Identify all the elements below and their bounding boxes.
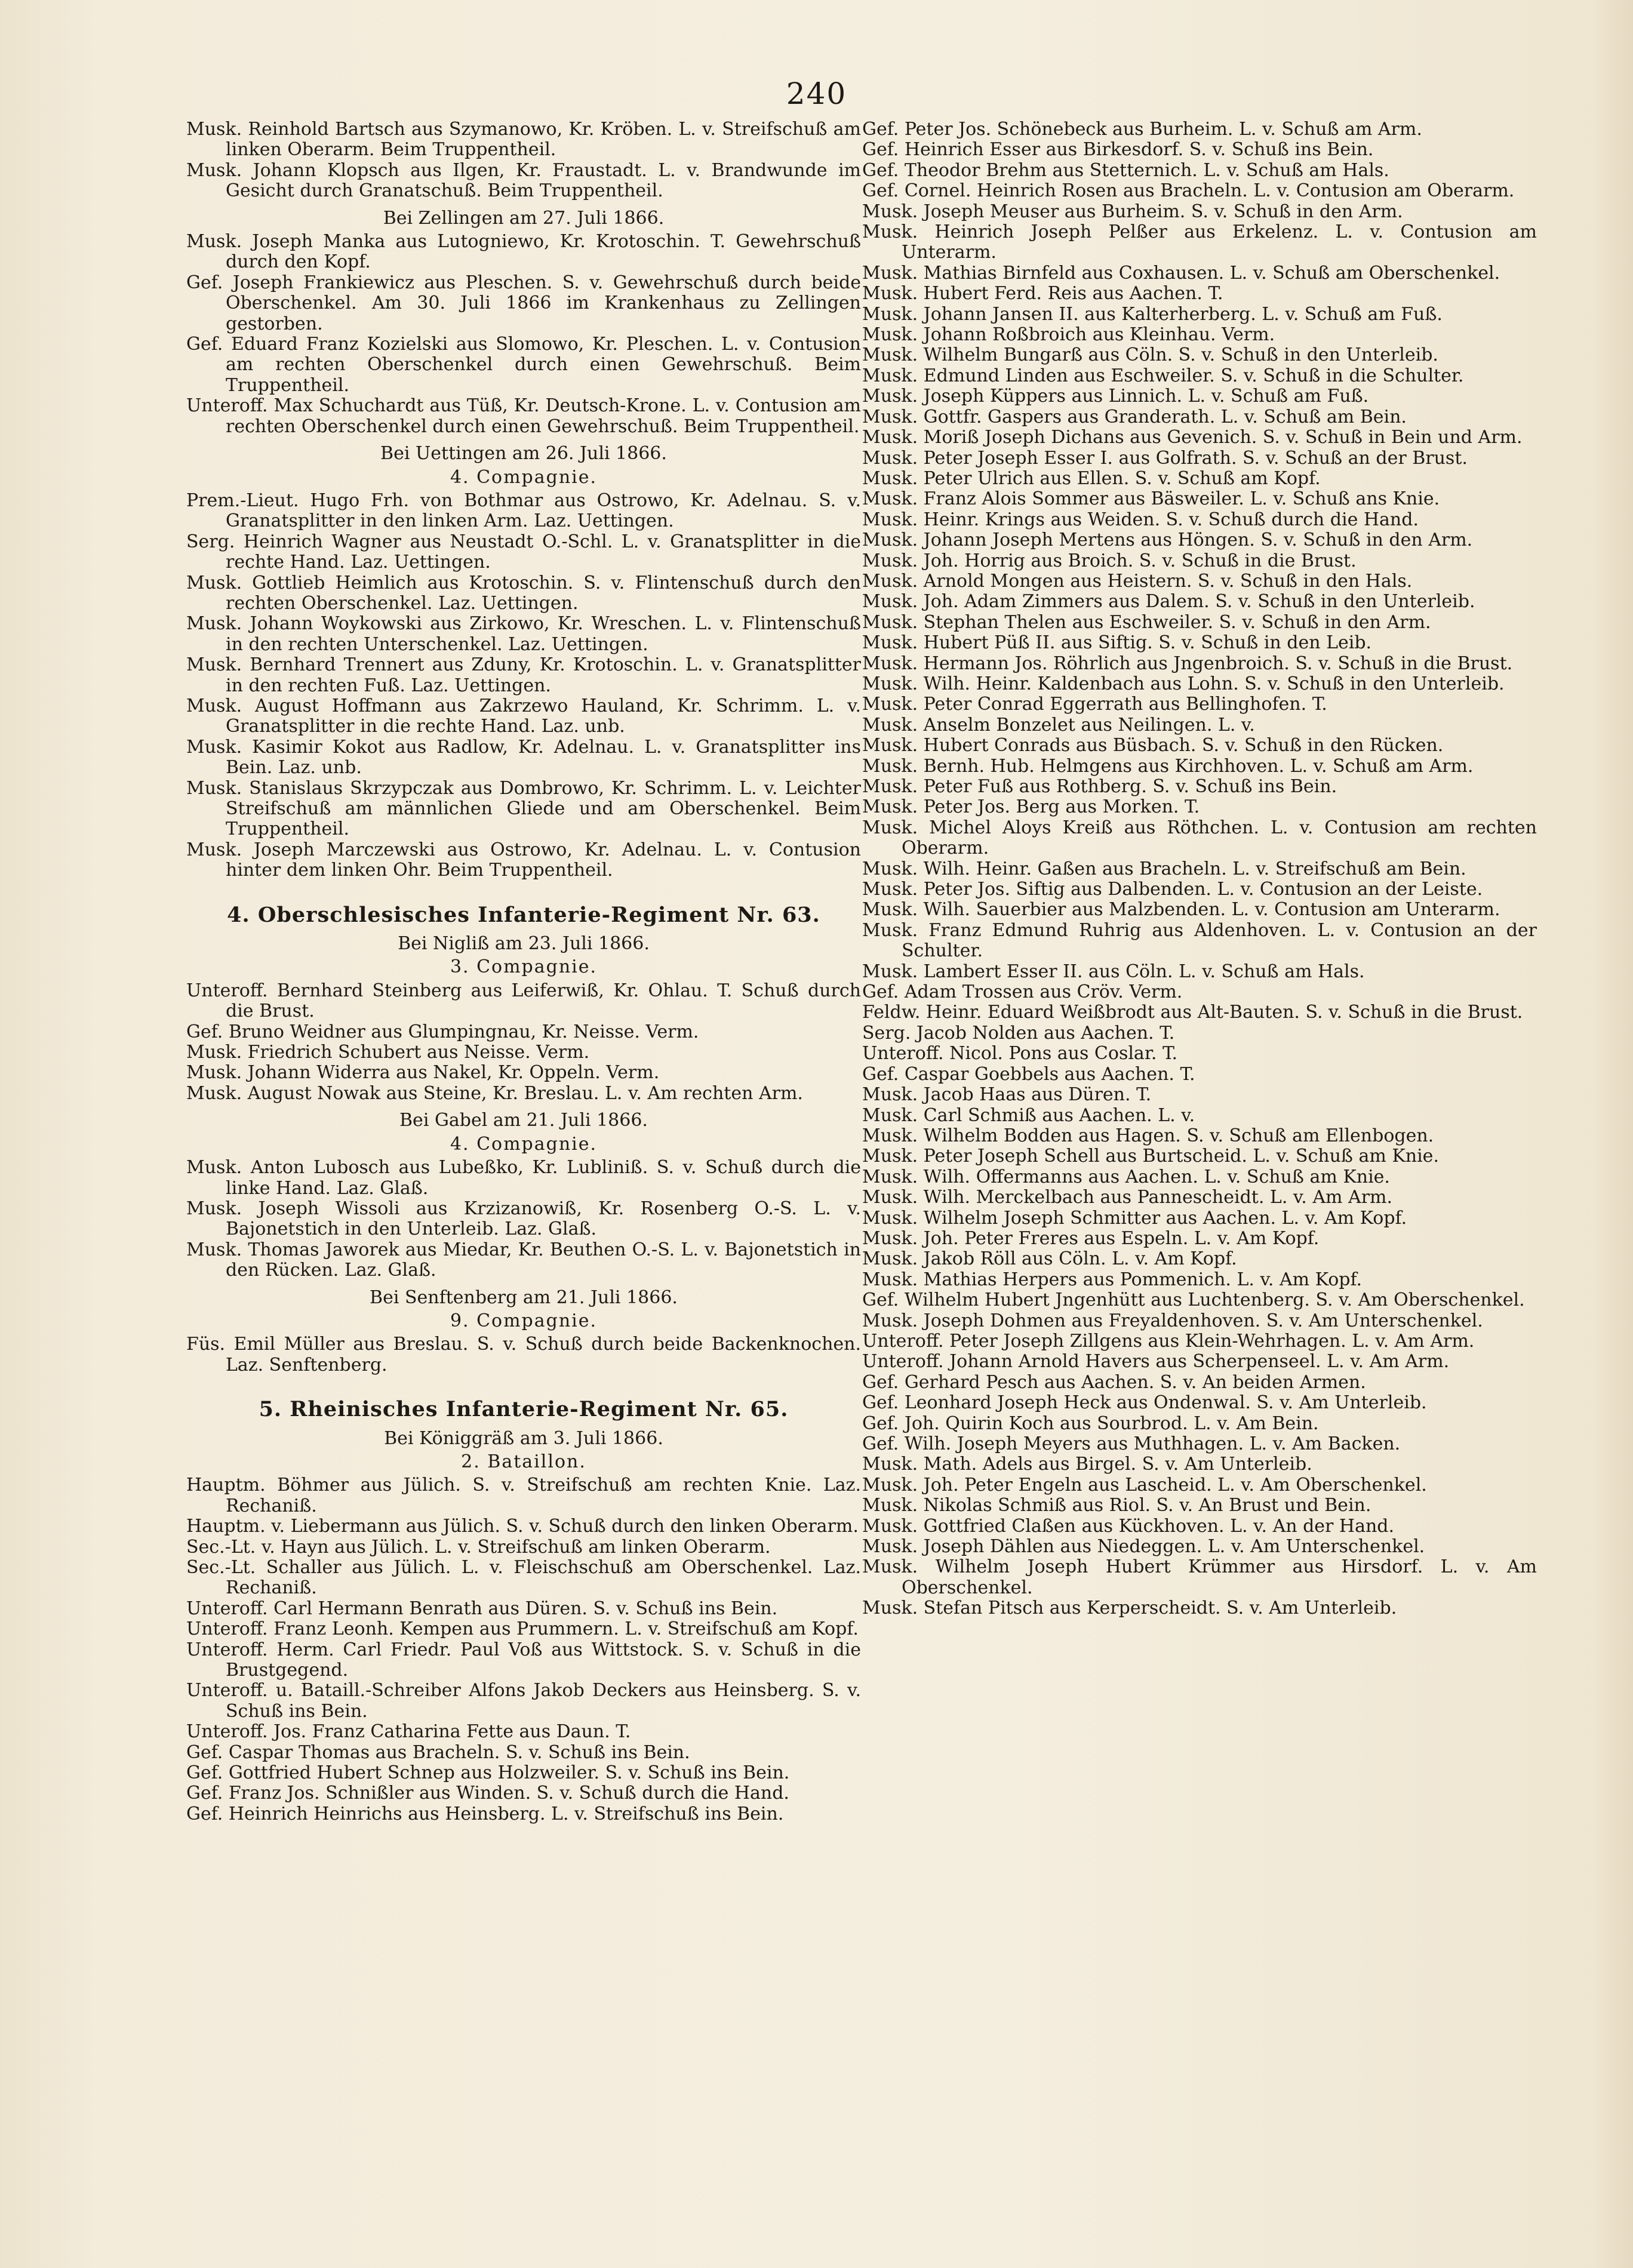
casualty-entry: Musk. Jakob Röll aus Cöln. L. v. Am Kopf. — [862, 1248, 1237, 1270]
casualty-entry: Unteroff. Johann Arnold Havers aus Scherpenseel. L. v. Am Arm. — [862, 1351, 1450, 1373]
casualty-entry: Musk. Peter Conrad Eggerrath aus Bellinghofen. T. — [862, 694, 1327, 715]
casualty-entry: Musk. Gottlieb Heimlich aus Krotoschin. S. v. Flintenschuß durch den rechten Oberschenkel. Laz. Uettingen. — [186, 572, 861, 614]
casualty-entry: Prem.-Lieut. Hugo Frh. von Bothmar aus Ostrowo, Kr. Adelnau. S. v. Granatsplitter in den linken Arm. Laz. Uettingen. — [186, 490, 861, 532]
casualty-entry: Musk. Joh. Peter Engeln aus Lascheid. L. v. Am Oberschenkel. — [862, 1474, 1427, 1495]
casualty-entry: Musk. Carl Schmiß aus Aachen. L. v. — [862, 1104, 1195, 1126]
battle-heading: Bei Uettingen am 26. Juli 1866. — [380, 443, 667, 464]
company-heading: 2. Bataillon. — [461, 1451, 586, 1472]
page-number: 240 — [786, 76, 847, 111]
battle-heading: Bei Senftenberg am 21. Juli 1866. — [370, 1287, 678, 1308]
casualty-entry: Musk. Peter Joseph Schell aus Burtscheid. L. v. Schuß am Knie. — [862, 1146, 1439, 1167]
casualty-entry: Gef. Peter Jos. Schönebeck aus Burheim. L. v. Schuß am Arm. — [862, 119, 1422, 140]
casualty-entry: Unteroff. Nicol. Pons aus Coslar. T. — [862, 1043, 1178, 1064]
company-heading: 3. Compagnie. — [450, 956, 598, 978]
casualty-entry: Musk. August Hoffmann aus Zakrzewo Hauland, Kr. Schrimm. L. v. Granatsplitter in die rechte Hand. Laz. unb. — [186, 695, 861, 737]
battle-heading: Bei Zellingen am 27. Juli 1866. — [383, 207, 665, 229]
casualty-entry: Musk. Joseph Meuser aus Burheim. S. v. Schuß in den Arm. — [862, 201, 1403, 222]
casualty-entry: Musk. Peter Jos. Berg aus Morken. T. — [862, 796, 1200, 818]
casualty-entry: Unteroff. Carl Hermann Benrath aus Düren. S. v. Schuß ins Bein. — [186, 1598, 778, 1619]
casualty-entry: Musk. Wilhelm Joseph Hubert Krümmer aus Hirsdorf. L. v. Am Oberschenkel. — [862, 1556, 1537, 1598]
casualty-entry: Musk. Heinr. Krings aus Weiden. S. v. Schuß durch die Hand. — [862, 509, 1419, 530]
casualty-entry: Musk. Reinhold Bartsch aus Szymanowo, Kr. Kröben. L. v. Streifschuß am linken Oberarm. Beim Truppentheil. — [186, 119, 861, 161]
regiment-heading: 4. Oberschlesisches Infanterie-Regiment Nr. 63. — [227, 902, 820, 927]
casualty-entry: Musk. Wilh. Heinr. Gaßen aus Bracheln. L. v. Streifschuß am Bein. — [862, 858, 1466, 879]
casualty-entry: Musk. Heinrich Joseph Pelßer aus Erkelenz. L. v. Contusion am Unterarm. — [862, 221, 1537, 263]
casualty-entry: Gef. Gerhard Pesch aus Aachen. S. v. An beiden Armen. — [862, 1371, 1366, 1393]
casualty-entry: Gef. Caspar Thomas aus Bracheln. S. v. Schuß ins Bein. — [186, 1741, 690, 1763]
casualty-entry: Musk. Jacob Haas aus Düren. T. — [862, 1084, 1152, 1106]
casualty-entry: Musk. Stephan Thelen aus Eschweiler. S. v. Schuß in den Arm. — [862, 611, 1431, 633]
casualty-entry: Musk. Mathias Birnfeld aus Coxhausen. L. v. Schuß am Oberschenkel. — [862, 262, 1500, 284]
casualty-entry: Musk. Gottfried Claßen aus Kückhoven. L. v. An der Hand. — [862, 1515, 1395, 1537]
casualty-entry: Musk. Johann Widerra aus Nakel, Kr. Oppeln. Verm. — [186, 1062, 660, 1084]
casualty-entry: Feldw. Heinr. Eduard Weißbrodt aus Alt-Bauten. S. v. Schuß in die Brust. — [862, 1002, 1523, 1023]
casualty-entry: Musk. Joseph Marczewski aus Ostrowo, Kr. Adelnau. L. v. Contusion hinter dem linken Ohr. Beim Truppentheil. — [186, 839, 861, 881]
casualty-entry: Hauptm. v. Liebermann aus Jülich. S. v. Schuß durch den linken Oberarm. — [186, 1516, 859, 1537]
casualty-entry: Gef. Caspar Goebbels aus Aachen. T. — [862, 1063, 1195, 1085]
casualty-entry: Unteroff. Franz Leonh. Kempen aus Prummern. L. v. Streifschuß am Kopf. — [186, 1618, 859, 1640]
casualty-entry: Musk. Mathias Herpers aus Pommenich. L. v. Am Kopf. — [862, 1269, 1363, 1290]
casualty-entry: Musk. Edmund Linden aus Eschweiler. S. v. Schuß in die Schulter. — [862, 365, 1464, 386]
battle-heading: Bei Nigliß am 23. Juli 1866. — [398, 933, 650, 955]
casualty-entry: Musk. Moriß Joseph Dichans aus Gevenich. S. v. Schuß in Bein und Arm. — [862, 427, 1523, 448]
casualty-entry: Musk. Johann Woykowski aus Zirkowo, Kr. Wreschen. L. v. Flintenschuß in den rechten Unterschenkel. Laz. Uettingen. — [186, 613, 861, 655]
casualty-entry: Musk. Wilh. Offermanns aus Aachen. L. v. Schuß am Knie. — [862, 1166, 1390, 1187]
casualty-entry: Musk. Nikolas Schmiß aus Riol. S. v. An Brust und Bein. — [862, 1495, 1371, 1516]
casualty-entry: Musk. Anton Lubosch aus Lubeßko, Kr. Lubliniß. S. v. Schuß durch die linke Hand. Laz. Glaß. — [186, 1157, 861, 1199]
casualty-entry: Musk. Wilh. Merckelbach aus Pannescheidt. L. v. Am Arm. — [862, 1187, 1393, 1208]
casualty-entry: Musk. Joh. Peter Freres aus Espeln. L. v. Am Kopf. — [862, 1227, 1320, 1249]
casualty-entry: Musk. Anselm Bonzelet aus Neilingen. L. v. — [862, 714, 1255, 736]
casualty-entry: Musk. Wilh. Sauerbier aus Malzbenden. L. v. Contusion am Unterarm. — [862, 899, 1500, 921]
casualty-entry: Gef. Wilhelm Hubert Jngenhütt aus Luchtenberg. S. v. Am Oberschenkel. — [862, 1290, 1525, 1311]
casualty-entry: Musk. Wilhelm Bungarß aus Cöln. S. v. Schuß in den Unterleib. — [862, 344, 1438, 366]
casualty-entry: Musk. Michel Aloys Kreiß aus Röthchen. L. v. Contusion am rechten Oberarm. — [862, 817, 1537, 859]
casualty-entry: Sec.-Lt. v. Hayn aus Jülich. L. v. Streifschuß am linken Oberarm. — [186, 1536, 771, 1558]
casualty-entry: Musk. Peter Joseph Esser I. aus Golfrath. S. v. Schuß an der Brust. — [862, 447, 1468, 469]
casualty-entry: Musk. Hubert Conrads aus Büsbach. S. v. Schuß in den Rücken. — [862, 735, 1444, 756]
casualty-entry: Musk. Peter Jos. Siftig aus Dalbenden. L. v. Contusion an der Leiste. — [862, 879, 1483, 900]
casualty-entry: Musk. Franz Edmund Ruhrig aus Aldenhoven. L. v. Contusion an der Schulter. — [862, 919, 1537, 962]
left-column — [186, 119, 861, 1824]
casualty-entry: Gef. Heinrich Esser aus Birkesdorf. S. v. Schuß ins Bein. — [862, 139, 1374, 161]
casualty-entry: Musk. Hubert Püß II. aus Siftig. S. v. Schuß in den Leib. — [862, 632, 1372, 654]
casualty-entry: Gef. Leonhard Joseph Heck aus Ondenwal. S. v. Am Unterleib. — [862, 1392, 1427, 1414]
right-column — [862, 119, 1537, 1619]
casualty-entry: Musk. Joh. Horrig aus Broich. S. v. Schuß in die Brust. — [862, 550, 1357, 571]
casualty-entry: Musk. Joseph Dohmen aus Freyaldenhoven. S. v. Am Unterschenkel. — [862, 1310, 1483, 1331]
page-edge-shadow — [1591, 0, 1633, 2268]
company-heading: 4. Compagnie. — [450, 1133, 598, 1155]
casualty-entry: Serg. Jacob Nolden aus Aachen. T. — [862, 1022, 1175, 1044]
casualty-entry: Unteroff. Jos. Franz Catharina Fette aus Daun. T. — [186, 1721, 631, 1743]
casualty-entry: Unteroff. Bernhard Steinberg aus Leiferwiß, Kr. Ohlau. T. Schuß durch die Brust. — [186, 980, 861, 1022]
casualty-entry: Serg. Heinrich Wagner aus Neustadt O.-Schl. L. v. Granatsplitter in die rechte Hand. Laz. Uettingen. — [186, 531, 861, 573]
casualty-entry: Gef. Cornel. Heinrich Rosen aus Bracheln. L. v. Contusion am Oberarm. — [862, 180, 1515, 202]
casualty-entry: Hauptm. Böhmer aus Jülich. S. v. Streifschuß am rechten Knie. Laz. Rechaniß. — [186, 1475, 861, 1516]
casualty-entry: Musk. Friedrich Schubert aus Neisse. Verm. — [186, 1042, 590, 1063]
casualty-entry: Musk. Stefan Pitsch aus Kerperscheidt. S. v. Am Unterleib. — [862, 1598, 1397, 1619]
casualty-entry: Musk. Lambert Esser II. aus Cöln. L. v. Schuß am Hals. — [862, 961, 1365, 982]
casualty-entry: Musk. Hermann Jos. Röhrlich aus Jngenbroich. S. v. Schuß in die Brust. — [862, 653, 1513, 674]
company-heading: 4. Compagnie. — [450, 466, 598, 488]
casualty-entry: Musk. Joseph Wissoli aus Krzizanowiß, Kr. Rosenberg O.-S. L. v. Bajonetstich in den Unterleib. Laz. Glaß. — [186, 1198, 861, 1240]
casualty-entry: Musk. Johann Jansen II. aus Kalterherberg. L. v. Schuß am Fuß. — [862, 303, 1443, 325]
casualty-entry: Unteroff. Max Schuchardt aus Tüß, Kr. Deutsch-Krone. L. v. Contusion am rechten Oberschenkel durch einen Gewehrschuß. Beim Truppentheil. — [186, 395, 861, 437]
casualty-entry: Gef. Heinrich Heinrichs aus Heinsberg. L. v. Streifschuß ins Bein. — [186, 1803, 784, 1824]
casualty-entry: Gef. Bruno Weidner aus Glumpingnau, Kr. Neisse. Verm. — [186, 1021, 699, 1042]
casualty-entry: Musk. Bernh. Hub. Helmgens aus Kirchhoven. L. v. Schuß am Arm. — [862, 755, 1474, 777]
casualty-entry: Füs. Emil Müller aus Breslau. S. v. Schuß durch beide Backenknochen. Laz. Senftenberg. — [186, 1334, 861, 1375]
battle-heading: Bei Gabel am 21. Juli 1866. — [399, 1110, 648, 1131]
regiment-heading: 5. Rheinisches Infanterie-Regiment Nr. 65. — [259, 1397, 789, 1422]
casualty-entry: Musk. Kasimir Kokot aus Radlow, Kr. Adelnau. L. v. Granatsplitter ins Bein. Laz. unb. — [186, 736, 861, 778]
casualty-entry: Gef. Wilh. Joseph Meyers aus Muthhagen. L. v. Am Backen. — [862, 1433, 1401, 1454]
casualty-entry: Musk. Johann Joseph Mertens aus Höngen. S. v. Schuß in den Arm. — [862, 530, 1473, 551]
casualty-entry: Musk. August Nowak aus Steine, Kr. Breslau. L. v. Am rechten Arm. — [186, 1082, 803, 1104]
casualty-entry: Gef. Gottfried Hubert Schnep aus Holzweiler. S. v. Schuß ins Bein. — [186, 1762, 790, 1784]
casualty-entry: Musk. Wilhelm Bodden aus Hagen. S. v. Schuß am Ellenbogen. — [862, 1125, 1434, 1146]
battle-heading: Bei Königgräß am 3. Juli 1866. — [384, 1427, 663, 1449]
casualty-entry: Musk. Joh. Adam Zimmers aus Dalem. S. v. Schuß in den Unterleib. — [862, 591, 1475, 613]
casualty-entry: Musk. Math. Adels aus Birgel. S. v. Am Unterleib. — [862, 1454, 1312, 1475]
casualty-entry: Gef. Franz Jos. Schnißler aus Winden. S. v. Schuß durch die Hand. — [186, 1783, 789, 1804]
casualty-entry: Gef. Joseph Frankiewicz aus Pleschen. S. v. Gewehrschuß durch beide Oberschenkel. Am 30. Juli 1866 im Krankenhaus zu Zellingen gestorben. — [186, 272, 861, 334]
casualty-entry: Musk. Joseph Küppers aus Linnich. L. v. Schuß am Fuß. — [862, 386, 1369, 407]
casualty-entry: Musk. Franz Alois Sommer aus Bäsweiler. L. v. Schuß ans Knie. — [862, 488, 1440, 510]
casualty-entry: Musk. Thomas Jaworek aus Miedar, Kr. Beuthen O.-S. L. v. Bajonetstich in den Rücken. Laz. Glaß. — [186, 1239, 861, 1281]
casualty-entry: Gef. Theodor Brehm aus Stetternich. L. v. Schuß am Hals. — [862, 159, 1389, 181]
casualty-entry: Sec.-Lt. Schaller aus Jülich. L. v. Fleischschuß am Oberschenkel. Laz. Rechaniß. — [186, 1557, 861, 1599]
casualty-entry: Musk. Wilh. Heinr. Kaldenbach aus Lohn. S. v. Schuß in den Unterleib. — [862, 673, 1505, 694]
casualty-entry: Unteroff. u. Bataill.-Schreiber Alfons Jakob Deckers aus Heinsberg. S. v. Schuß ins Bein. — [186, 1680, 861, 1722]
casualty-entry: Musk. Stanislaus Skrzypczak aus Dombrowo, Kr. Schrimm. L. v. Leichter Streifschuß am männlichen Gliede und am Oberschenkel. Beim Truppentheil. — [186, 777, 861, 840]
casualty-entry: Musk. Joseph Dählen aus Niedeggen. L. v. Am Unterschenkel. — [862, 1536, 1425, 1558]
casualty-entry: Gef. Eduard Franz Kozielski aus Slomowo, Kr. Pleschen. L. v. Contusion am rechten Oberschenkel durch einen Gewehrschuß. Beim Truppentheil. — [186, 334, 861, 396]
casualty-entry: Musk. Peter Ulrich aus Ellen. S. v. Schuß am Kopf. — [862, 467, 1321, 489]
casualty-entry: Musk. Bernhard Trennert aus Zduny, Kr. Krotoschin. L. v. Granatsplitter in den rechten Fuß. Laz. Uettingen. — [186, 654, 861, 696]
casualty-entry: Gef. Joh. Quirin Koch aus Sourbrod. L. v. Am Bein. — [862, 1413, 1319, 1434]
casualty-entry: Musk. Gottfr. Gaspers aus Granderath. L. v. Schuß am Bein. — [862, 406, 1407, 427]
casualty-entry: Gef. Adam Trossen aus Cröv. Verm. — [862, 981, 1183, 1003]
casualty-entry: Musk. Arnold Mongen aus Heistern. S. v. Schuß in den Hals. — [862, 570, 1413, 592]
casualty-entry: Musk. Johann Roßbroich aus Kleinhau. Verm. — [862, 324, 1275, 346]
casualty-entry: Musk. Wilhelm Joseph Schmitter aus Aachen. L. v. Am Kopf. — [862, 1207, 1407, 1229]
casualty-entry: Musk. Peter Fuß aus Rothberg. S. v. Schuß ins Bein. — [862, 776, 1337, 797]
casualty-entry: Musk. Hubert Ferd. Reis aus Aachen. T. — [862, 283, 1223, 304]
casualty-entry: Musk. Joseph Manka aus Lutogniewo, Kr. Krotoschin. T. Gewehrschuß durch den Kopf. — [186, 231, 861, 273]
casualty-entry: Unteroff. Herm. Carl Friedr. Paul Voß aus Wittstock. S. v. Schuß in die Brustgegend. — [186, 1639, 861, 1681]
casualty-entry: Musk. Johann Klopsch aus Ilgen, Kr. Fraustadt. L. v. Brandwunde im Gesicht durch Granatschuß. Beim Truppentheil. — [186, 159, 861, 202]
company-heading: 9. Compagnie. — [450, 1310, 598, 1331]
casualty-entry: Unteroff. Peter Joseph Zillgens aus Klein-Wehrhagen. L. v. Am Arm. — [862, 1330, 1475, 1352]
